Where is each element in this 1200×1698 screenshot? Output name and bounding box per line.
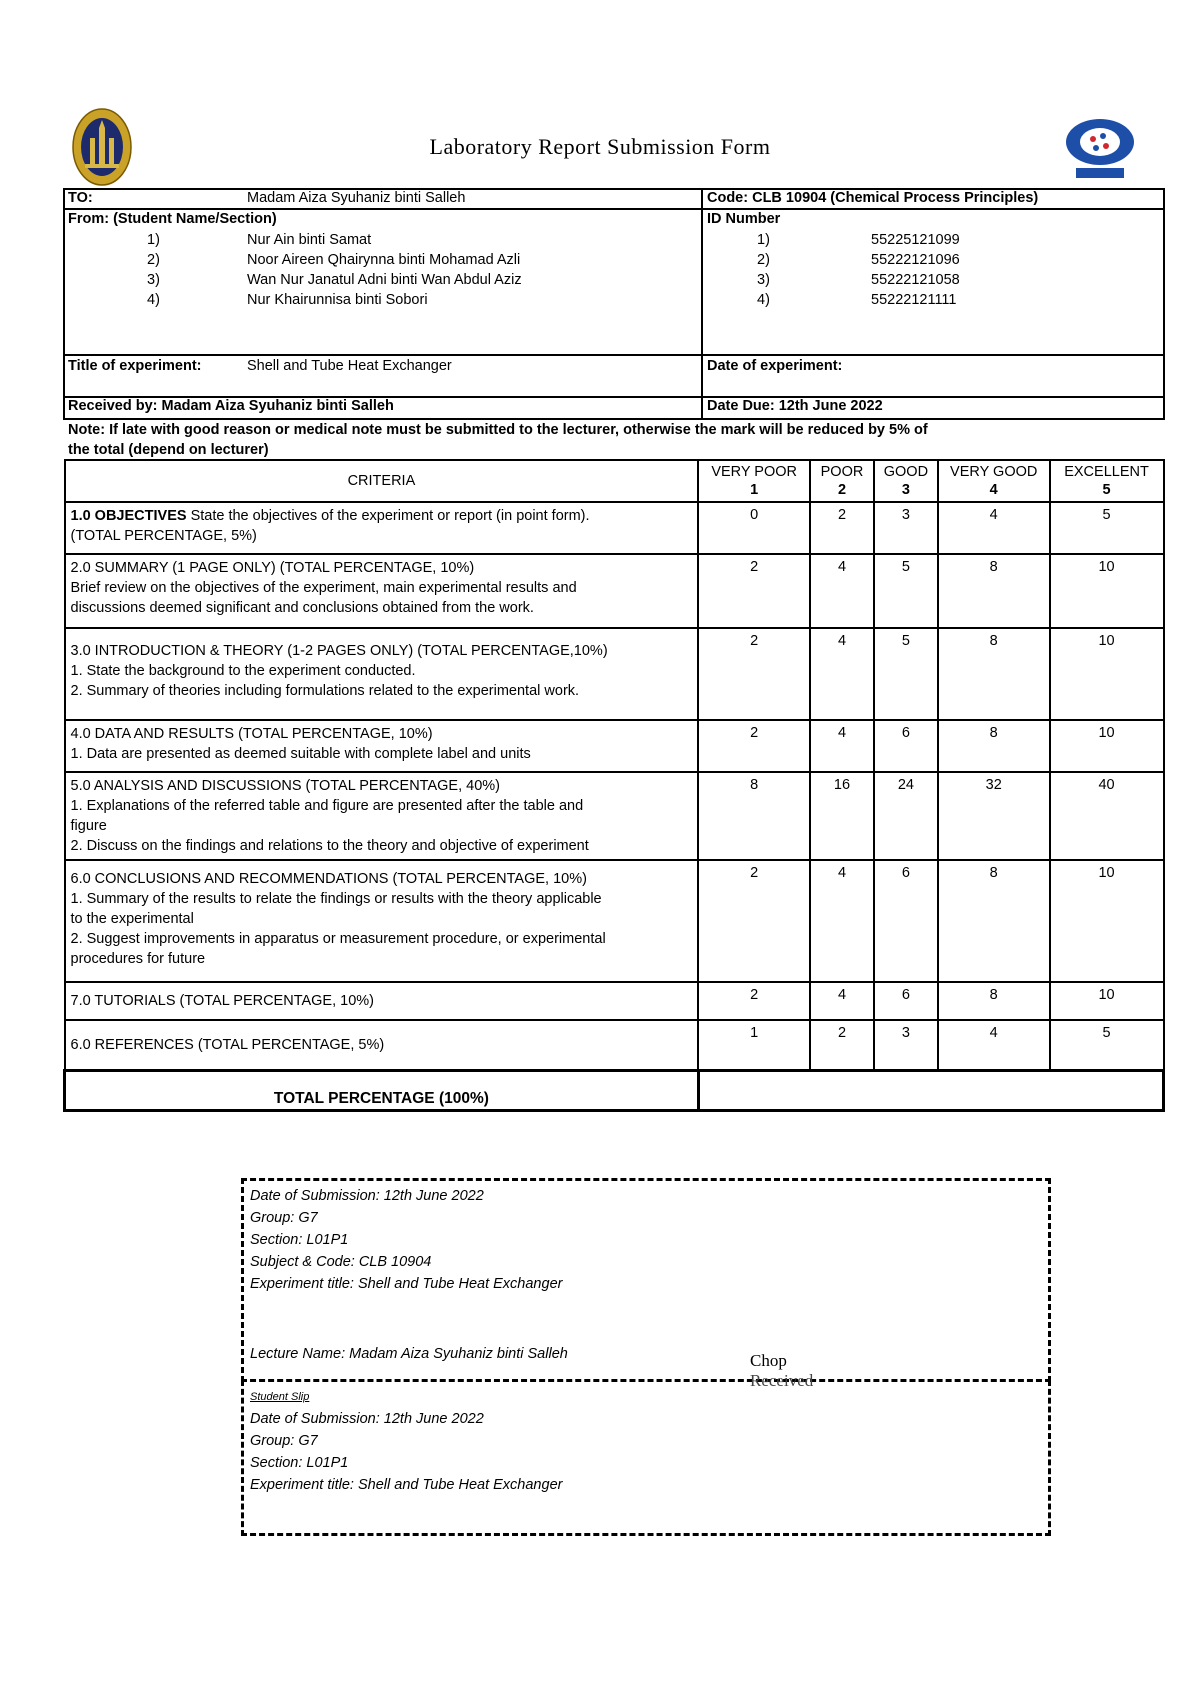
- mark-cell: 10: [1050, 554, 1164, 628]
- mark-cell: 8: [938, 628, 1050, 720]
- id-label: ID Number: [707, 211, 781, 227]
- student-name: Nur Ain binti Samat: [247, 232, 372, 248]
- slip-date: Date of Submission: 12th June 2022: [250, 1188, 484, 1204]
- student-slip-group: Group: G7: [250, 1433, 318, 1449]
- student-slip-date: Date of Submission: 12th June 2022: [250, 1411, 484, 1427]
- student-id-no: 2): [757, 252, 770, 268]
- mark-cell: 5: [874, 554, 938, 628]
- mark-cell: 8: [938, 720, 1050, 772]
- lecturer-slip: [241, 1178, 1051, 1390]
- mark-cell: 2: [698, 720, 810, 772]
- mark-cell: 6: [874, 860, 938, 982]
- mark-cell: 0: [698, 502, 810, 554]
- slip-group: Group: G7: [250, 1210, 318, 1226]
- mark-cell: 8: [698, 772, 810, 860]
- level-very-good: VERY GOOD 4: [938, 460, 1050, 502]
- criteria-row-references: [65, 1020, 1164, 1070]
- level-excellent: EXCELLENT 5: [1050, 460, 1164, 502]
- to-value: Madam Aiza Syuhaniz binti Salleh: [247, 190, 466, 206]
- mark-cell: 6: [874, 720, 938, 772]
- mark-cell: 8: [938, 554, 1050, 628]
- student-no: 1): [147, 232, 160, 248]
- slip-lecturer: Lecture Name: Madam Aiza Syuhaniz binti Salleh: [250, 1346, 568, 1362]
- student-slip-section: Section: L01P1: [250, 1455, 349, 1471]
- criteria-row-tutorials: [65, 982, 1164, 1020]
- mark-cell: 1: [698, 1020, 810, 1070]
- student-id: 55222121058: [871, 272, 960, 288]
- experiment-date-label: Date of experiment:: [707, 358, 843, 374]
- mark-cell: 2: [698, 982, 810, 1020]
- mark-cell: 4: [810, 982, 874, 1020]
- mark-cell: 5: [1050, 1020, 1164, 1070]
- student-id-no: 4): [757, 292, 770, 308]
- chop-label: Chop: [750, 1351, 787, 1370]
- note-line-2: the total (depend on lecturer): [68, 442, 269, 458]
- student-id-no: 1): [757, 232, 770, 248]
- experiment-title-value: Shell and Tube Heat Exchanger: [247, 358, 452, 374]
- criteria-header: CRITERIA: [65, 460, 699, 502]
- header-row-received: [65, 398, 1163, 418]
- student-id: 55222121111: [871, 292, 957, 308]
- mark-cell: 6: [874, 982, 938, 1020]
- late-submission-note: [68, 420, 1068, 460]
- level-poor: POOR 2: [810, 460, 874, 502]
- mark-cell: 3: [874, 502, 938, 554]
- total-value-cell: [698, 1070, 1163, 1110]
- mark-cell: 4: [810, 554, 874, 628]
- student-id: 55222121096: [871, 252, 960, 268]
- received-by-label: Received by: Madam Aiza Syuhaniz binti Salleh: [68, 398, 394, 414]
- mark-cell: 2: [698, 554, 810, 628]
- total-label: TOTAL PERCENTAGE (100%): [65, 1070, 699, 1110]
- received-label: Received: [750, 1371, 814, 1390]
- mark-cell: 2: [810, 1020, 874, 1070]
- mark-cell: 3: [874, 1020, 938, 1070]
- mark-cell: 8: [938, 982, 1050, 1020]
- code-label: Code: CLB 10904 (Chemical Process Principles): [707, 190, 1039, 206]
- mark-cell: 10: [1050, 628, 1164, 720]
- student-slip-heading: Student Slip: [250, 1391, 310, 1403]
- student-name: Wan Nur Janatul Adni binti Wan Abdul Aziz: [247, 272, 522, 288]
- criteria-description: 7.0 TUTORIALS (TOTAL PERCENTAGE, 10%): [65, 982, 699, 1020]
- mark-cell: 4: [938, 502, 1050, 554]
- from-label: From: (Student Name/Section): [68, 211, 277, 227]
- criteria-description: 2.0 SUMMARY (1 PAGE ONLY) (TOTAL PERCENTAGE, 10%) Brief review on the objectives of the experiment, main experimental results and discussions deemed significant and conclusions obtained from the work.: [65, 554, 699, 628]
- criteria-row-summary: [65, 554, 1164, 628]
- student-slip: [241, 1380, 1051, 1536]
- mark-cell: 5: [874, 628, 938, 720]
- mark-cell: 2: [698, 628, 810, 720]
- criteria-description: 1.0 OBJECTIVES State the objectives of the experiment or report (in point form). (TOTAL PERCENTAGE, 5%): [65, 502, 699, 554]
- slip-subject: Subject & Code: CLB 10904: [250, 1254, 432, 1270]
- criteria-description: 3.0 INTRODUCTION & THEORY (1-2 PAGES ONLY) (TOTAL PERCENTAGE,10%) 1. State the background to the experiment conducted. 2. Summary of theories including formulations related to the experimental work.: [65, 628, 699, 720]
- student-slip-experiment: Experiment title: Shell and Tube Heat Exchanger: [250, 1477, 563, 1493]
- header-table: [63, 188, 1165, 420]
- mark-cell: 4: [810, 860, 874, 982]
- mark-cell: 4: [810, 720, 874, 772]
- level-very-poor: VERY POOR 1: [698, 460, 810, 502]
- criteria-description: 6.0 CONCLUSIONS AND RECOMMENDATIONS (TOTAL PERCENTAGE, 10%) 1. Summary of the results to relate the findings or results with the theory applicable to the experimental 2. Suggest improvements in apparatus or measurement procedure, or experimental procedures for future: [65, 860, 699, 982]
- student-name: Noor Aireen Qhairynna binti Mohamad Azli: [247, 252, 521, 268]
- criteria-row-introduction: [65, 628, 1164, 720]
- header-row-title: [65, 356, 1163, 398]
- form-title: Laboratory Report Submission Form: [429, 134, 771, 159]
- mark-cell: 8: [938, 860, 1050, 982]
- mark-cell: 24: [874, 772, 938, 860]
- header-row-to: [65, 190, 1163, 210]
- level-good: GOOD 3: [874, 460, 938, 502]
- experiment-title-label: Title of experiment:: [68, 358, 202, 374]
- student-id-no: 3): [757, 272, 770, 288]
- slip-experiment: Experiment title: Shell and Tube Heat Exchanger: [250, 1276, 563, 1292]
- student-no: 2): [147, 252, 160, 268]
- mark-cell: 2: [810, 502, 874, 554]
- mark-cell: 10: [1050, 720, 1164, 772]
- note-line-1: Note: If late with good reason or medical note must be submitted to the lecturer, otherwise the mark will be reduced by 5% of: [68, 422, 928, 438]
- student-name: Nur Khairunnisa binti Sobori: [247, 292, 428, 308]
- mark-cell: 2: [698, 860, 810, 982]
- student-id: 55225121099: [871, 232, 960, 248]
- mark-cell: 4: [938, 1020, 1050, 1070]
- criteria-description: 6.0 REFERENCES (TOTAL PERCENTAGE, 5%): [65, 1020, 699, 1070]
- student-no: 3): [147, 272, 160, 288]
- criteria-header-row: [65, 460, 1164, 502]
- slip-section: Section: L01P1: [250, 1232, 349, 1248]
- mark-cell: 16: [810, 772, 874, 860]
- student-no: 4): [147, 292, 160, 308]
- mark-cell: 10: [1050, 982, 1164, 1020]
- header-row-students: [65, 210, 1163, 356]
- criteria-row-objectives: [65, 502, 1164, 554]
- mark-cell: 5: [1050, 502, 1164, 554]
- date-due-label: Date Due: 12th June 2022: [707, 398, 883, 414]
- criteria-description: 5.0 ANALYSIS AND DISCUSSIONS (TOTAL PERCENTAGE, 40%) 1. Explanations of the referred table and figure are presented after the table and figure 2. Discuss on the findings and relations to the theory and objective of experiment: [65, 772, 699, 860]
- criteria-row-data-results: [65, 720, 1164, 772]
- criteria-table: [63, 459, 1165, 1112]
- to-label: TO:: [68, 190, 93, 206]
- criteria-row-analysis: [65, 772, 1164, 860]
- mark-cell: 4: [810, 628, 874, 720]
- criteria-row-conclusions: [65, 860, 1164, 982]
- mark-cell: 32: [938, 772, 1050, 860]
- mark-cell: 40: [1050, 772, 1164, 860]
- criteria-description: 4.0 DATA AND RESULTS (TOTAL PERCENTAGE, 10%) 1. Data are presented as deemed suitable with complete label and units: [65, 720, 699, 772]
- total-row: [65, 1070, 1164, 1110]
- mark-cell: 10: [1050, 860, 1164, 982]
